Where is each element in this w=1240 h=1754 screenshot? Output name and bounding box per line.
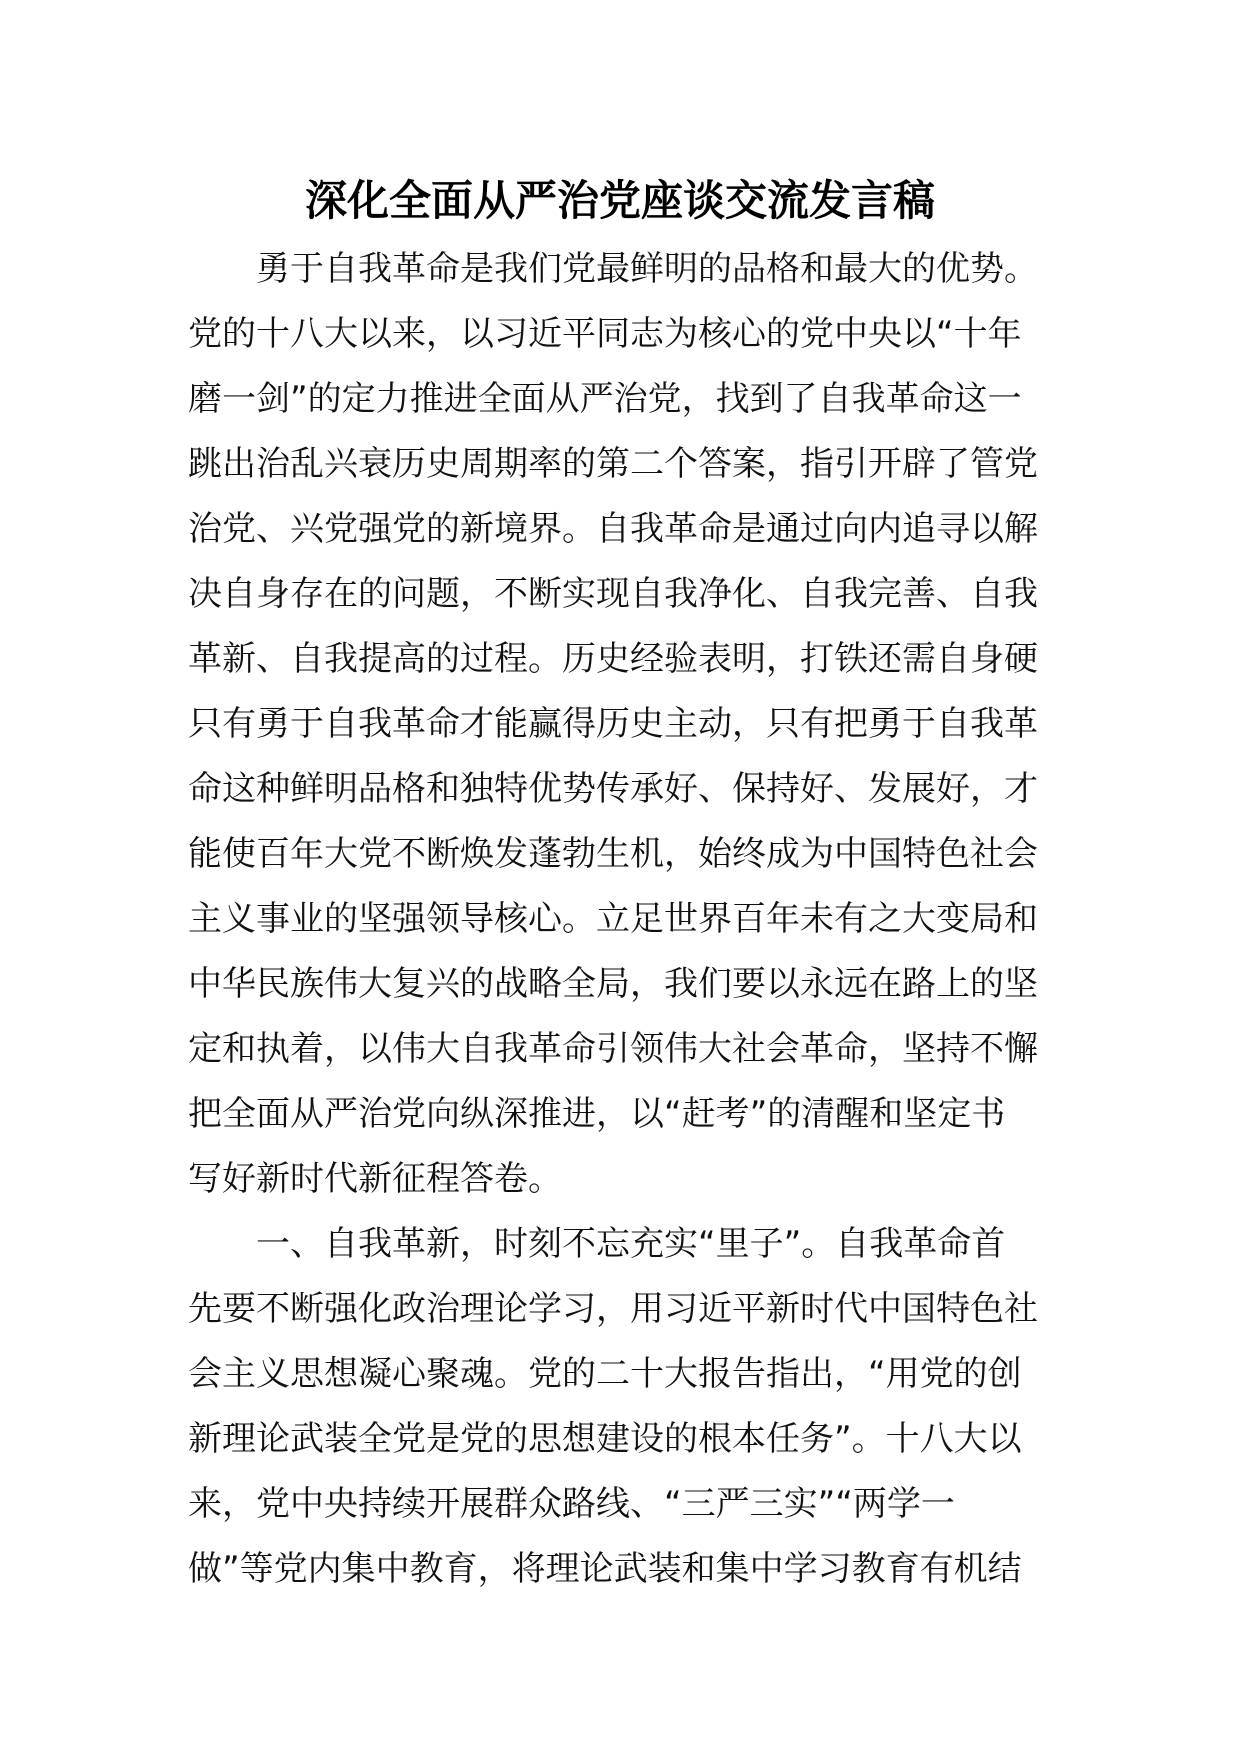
text-line: 把全面从严治党向纵深推进，以“赶考”的清醒和坚定书 [188,1094,1006,1134]
text-line: 决自身存在的问题，不断实现自我净化、自我完善、自我 [188,574,1038,614]
text-line: 来，党中央持续开展群众路线、“三严三实”“两学一 [188,1484,955,1524]
text-line: 勇于自我革命是我们党最鲜明的品格和最大的优势。 [256,249,1038,289]
text-line: 先要不断强化政治理论学习，用习近平新时代中国特色社 [188,1289,1038,1329]
text-line: 做”等党内集中教育，将理论武装和集中学习教育有机结 [188,1549,1022,1589]
text-line: 命这种鲜明品格和独特优势传承好、保持好、发展好，才 [188,769,1038,809]
text-line: 主义事业的坚强领导核心。立足世界百年未有之大变局和 [188,899,1038,939]
text-line: 中华民族伟大复兴的战略全局，我们要以永远在路上的坚 [188,964,1038,1004]
text-line: 党的十八大以来，以习近平同志为核心的党中央以“十年 [188,314,1022,354]
text-line: 磨一剑”的定力推进全面从严治党，找到了自我革命这一 [188,379,1022,419]
text-line: 写好新时代新征程答卷。 [188,1159,562,1199]
text-line: 会主义思想凝心聚魂。党的二十大报告指出，“用党的创 [188,1354,1022,1394]
text-line: 新理论武装全党是党的思想建设的根本任务”。十八大以 [188,1419,1022,1459]
text-line: 只有勇于自我革命才能赢得历史主动，只有把勇于自我革 [188,704,1038,744]
text-line: 定和执着，以伟大自我革命引领伟大社会革命，坚持不懈 [188,1029,1038,1069]
text-line: 革新、自我提高的过程。历史经验表明，打铁还需自身硬 [188,639,1038,679]
text-line: 能使百年大党不断焕发蓬勃生机，始终成为中国特色社会 [188,834,1038,874]
document-body [188,237,1052,1602]
text-line: 跳出治乱兴衰历史周期率的第二个答案，指引开辟了管党 [188,444,1038,484]
text-line: 治党、兴党强党的新境界。自我革命是通过向内追寻以解 [188,509,1038,549]
document-title: 深化全面从严治党座谈交流发言稿 [304,176,935,225]
text-line: 一、自我革新，时刻不忘充实“里子”。自我革命首 [256,1224,1006,1264]
